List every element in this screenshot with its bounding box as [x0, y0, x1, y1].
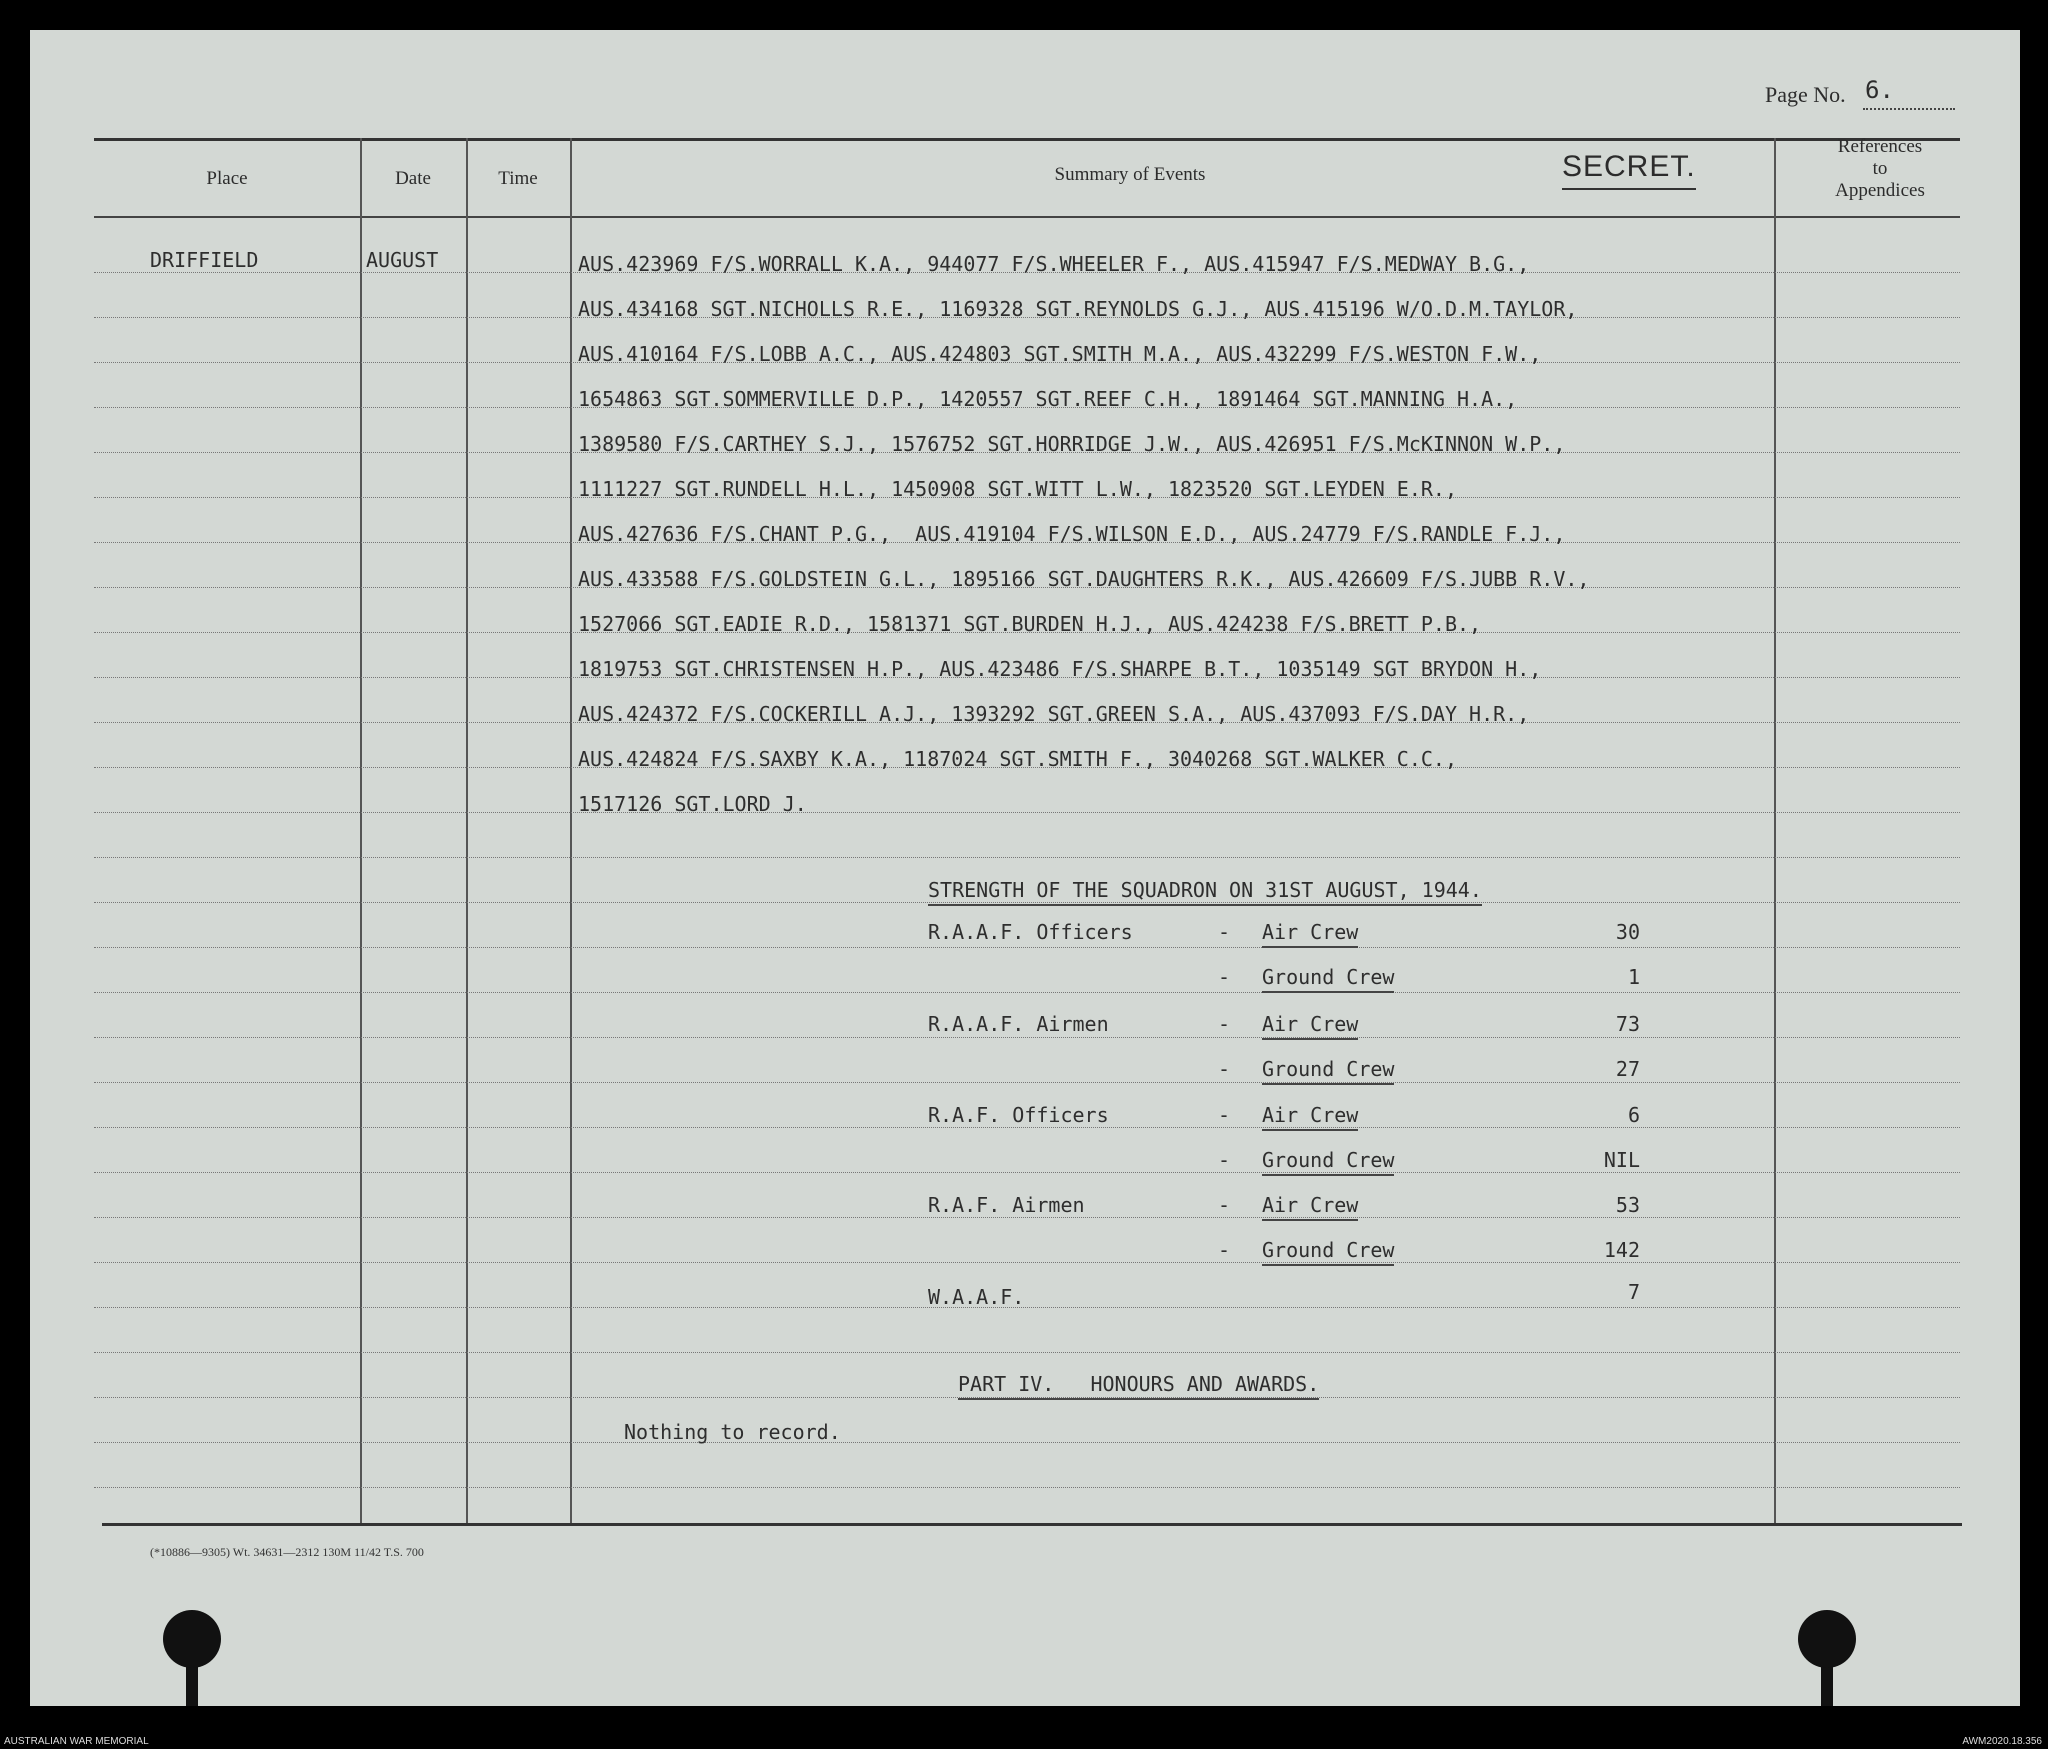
- ruled-line: [94, 1217, 1960, 1218]
- ruled-line: [94, 1127, 1960, 1128]
- strength-count: 30: [1615, 920, 1640, 944]
- strength-dash: -: [1218, 1057, 1231, 1081]
- watermark-right: AWM2020.18.356: [1962, 1736, 2042, 1747]
- punch-hole-right: [1798, 1610, 1856, 1668]
- strength-dash: -: [1218, 1193, 1231, 1217]
- strength-crew: Air Crew: [1262, 1012, 1358, 1040]
- entry-line: AUS.433588 F/S.GOLDSTEIN G.L., 1895166 SGT.DAUGHTERS R.K., AUS.426609 F/S.JUBB R.V.,: [578, 567, 1590, 591]
- entry-line: 1654863 SGT.SOMMERVILLE D.P., 1420557 SGT.REEF C.H., 1891464 SGT.MANNING H.A.,: [578, 387, 1518, 411]
- strength-count: 73: [1615, 1012, 1640, 1036]
- ruled-line: [94, 1262, 1960, 1263]
- entry-line: 1389580 F/S.CARTHEY S.J., 1576752 SGT.HORRIDGE J.W., AUS.426951 F/S.McKINNON W.P.,: [578, 432, 1566, 456]
- page-number: [1765, 76, 1894, 108]
- ruled-line: [94, 1442, 1960, 1443]
- header-summary: Summary of Events: [1054, 164, 1206, 185]
- entry-line: AUS.410164 F/S.LOBB A.C., AUS.424803 SGT.SMITH M.A., AUS.432299 F/S.WESTON F.W.,: [578, 342, 1542, 366]
- strength-dash: -: [1218, 920, 1231, 944]
- column-divider-place: [360, 138, 362, 1523]
- strength-group: R.A.A.F. Officers: [928, 920, 1133, 944]
- strength-crew: Ground Crew: [1262, 1148, 1394, 1176]
- column-divider-time: [570, 138, 572, 1523]
- strength-crew: Air Crew: [1262, 920, 1358, 948]
- strength-count: 27: [1615, 1057, 1640, 1081]
- part4-title: PART IV. HONOURS AND AWARDS.: [958, 1372, 1319, 1400]
- entry-line: 1819753 SGT.CHRISTENSEN H.P., AUS.423486 F/S.SHARPE B.T., 1035149 SGT BRYDON H.,: [578, 657, 1542, 681]
- secret-stamp: SECRET.: [1562, 150, 1696, 183]
- table-header-rule: [94, 216, 1960, 218]
- strength-group: R.A.F. Officers: [928, 1103, 1109, 1127]
- entry-line: AUS.424372 F/S.COCKERILL A.J., 1393292 SGT.GREEN S.A., AUS.437093 F/S.DAY H.R.,: [578, 702, 1530, 726]
- ruled-line: [94, 992, 1960, 993]
- place-value: DRIFFIELD: [150, 248, 259, 272]
- entry-line: AUS.423969 F/S.WORRALL K.A., 944077 F/S.WHEELER F., AUS.415947 F/S.MEDWAY B.G.,: [578, 252, 1530, 276]
- strength-title: STRENGTH OF THE SQUADRON ON 31ST AUGUST, 1944.: [928, 878, 1482, 906]
- strength-crew: Air Crew: [1262, 1193, 1358, 1221]
- header-place: Place: [206, 168, 248, 189]
- page-number-label: Page No.: [1765, 82, 1846, 107]
- page-number-underline: [1863, 108, 1955, 110]
- strength-count: 142: [1603, 1238, 1640, 1262]
- ruled-line: [94, 1487, 1960, 1488]
- entry-line: 1527066 SGT.EADIE R.D., 1581371 SGT.BURDEN H.J., AUS.424238 F/S.BRETT P.B.,: [578, 612, 1482, 636]
- header-references: [1800, 136, 1960, 202]
- header-time: Time: [498, 168, 538, 189]
- watermark-left: AUSTRALIAN WAR MEMORIAL: [4, 1736, 149, 1747]
- form-print-code: (*10886—9305) Wt. 34631—2312 130M 11/42 T.S. 700: [150, 1545, 424, 1559]
- entry-line: 1517126 SGT.LORD J.: [578, 792, 807, 816]
- header-references-line-3: Appendices: [1835, 180, 1925, 201]
- strength-count: 7: [1627, 1280, 1640, 1304]
- ruled-line: [94, 1172, 1960, 1173]
- column-divider-date: [466, 138, 468, 1523]
- table-bottom-rule: [102, 1523, 1962, 1526]
- ruled-line: [94, 1037, 1960, 1038]
- header-date: Date: [395, 168, 431, 189]
- entry-line: AUS.424824 F/S.SAXBY K.A., 1187024 SGT.SMITH F., 3040268 SGT.WALKER C.C.,: [578, 747, 1457, 771]
- date-value: AUGUST: [366, 248, 439, 272]
- strength-crew: Ground Crew: [1262, 965, 1394, 993]
- strength-count: 53: [1615, 1193, 1640, 1217]
- header-references-line-2: to: [1872, 158, 1888, 179]
- entry-line: AUS.427636 F/S.CHANT P.G., AUS.419104 F/S.WILSON E.D., AUS.24779 F/S.RANDLE F.J.,: [578, 522, 1566, 546]
- strength-dash: -: [1218, 1012, 1231, 1036]
- strength-crew: Ground Crew: [1262, 1057, 1394, 1085]
- ruled-line: [94, 857, 1960, 858]
- strength-group: R.A.A.F. Airmen: [928, 1012, 1109, 1036]
- ruled-line: [94, 1307, 1960, 1308]
- header-references-line-1: References: [1837, 136, 1923, 157]
- strength-count: 6: [1627, 1103, 1640, 1127]
- entry-line: AUS.434168 SGT.NICHOLLS R.E., 1169328 SGT.REYNOLDS G.J., AUS.415196 W/O.D.M.TAYLOR,: [578, 297, 1578, 321]
- strength-crew: Ground Crew: [1262, 1238, 1394, 1266]
- table-top-rule: [94, 138, 1960, 141]
- strength-count: 1: [1627, 965, 1640, 989]
- strength-crew: Air Crew: [1262, 1103, 1358, 1131]
- ruled-line: [94, 812, 1960, 813]
- strength-dash: -: [1218, 1238, 1231, 1262]
- ruled-line: [94, 1352, 1960, 1353]
- strength-group: R.A.F. Airmen: [928, 1193, 1085, 1217]
- strength-group: W.A.A.F.: [928, 1285, 1025, 1309]
- strength-dash: -: [1218, 1148, 1231, 1172]
- ruled-line: [94, 947, 1960, 948]
- strength-count: NIL: [1603, 1148, 1640, 1172]
- strength-dash: -: [1218, 965, 1231, 989]
- strength-dash: -: [1218, 1103, 1231, 1127]
- page-number-value: 6.: [1865, 76, 1894, 104]
- entry-line: 1111227 SGT.RUNDELL H.L., 1450908 SGT.WITT L.W., 1823520 SGT.LEYDEN E.R.,: [578, 477, 1457, 501]
- ruled-line: [94, 1082, 1960, 1083]
- part4-text: Nothing to record.: [624, 1420, 841, 1444]
- punch-hole-left: [163, 1610, 221, 1668]
- column-divider-summary: [1774, 138, 1776, 1523]
- document-sheet: [30, 30, 2020, 1706]
